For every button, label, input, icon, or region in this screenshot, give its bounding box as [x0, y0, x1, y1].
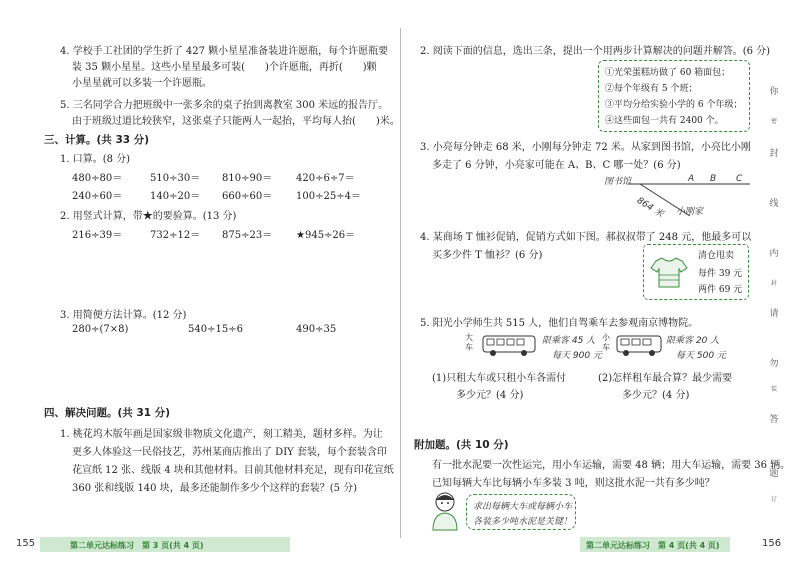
calc-item: 420÷6÷7＝ — [296, 173, 355, 184]
margin-char: 请 — [769, 309, 779, 319]
vertical-item: 732÷12＝ — [150, 230, 201, 241]
simple-item: 280÷(7×8) — [72, 324, 129, 335]
vertical-item: 875÷23＝ — [222, 230, 273, 241]
margin-char: 你 — [769, 87, 779, 97]
promo-box — [643, 244, 749, 300]
extra-title: 附加题。(共 10 分) — [414, 439, 509, 451]
calc2-title: 2. 用竖式计算，带★的要验算。(13 分) — [60, 211, 237, 222]
r-q3-line1: 3. 小亮每分钟走 68 米，小刚每分钟走 72 米。从家到图书馆，小亮比小刚 — [420, 142, 751, 153]
hint-line2: 各装多少吨水泥是关键！ — [473, 517, 573, 527]
info-item: ②每个年级有 5 个班； — [605, 84, 698, 94]
footer-text-left: 第二单元达标练习 第 3 页(共 4 页) — [70, 541, 204, 550]
small-bus-price: 每天 500 元 — [676, 351, 726, 361]
q5-line2: 由于班级过道比较狭窄，这张桌子只能两人一起抬，平均每人抬( )米。 — [72, 116, 400, 127]
margin-char: 线 — [769, 199, 779, 209]
info-item: ④这些面包一共有 2400 个。 — [605, 116, 724, 126]
hint-line1: 求出每辆大车或每辆小车 — [473, 502, 573, 512]
q5-line1: 5. 三名同学合力把班级中一张多余的桌子抬到离教室 300 米远的报告厅。 — [60, 100, 389, 111]
margin-small: 封 — [770, 280, 777, 287]
student-icon — [428, 490, 462, 532]
calc-item: 240÷60＝ — [72, 191, 123, 202]
margin-char: 封 — [769, 149, 779, 159]
big-bus-label: 大车 — [465, 333, 473, 352]
calc3-title: 3. 用简便方法计算。(12 分) — [60, 310, 187, 321]
tshirt-icon — [650, 255, 688, 289]
small-bus-icon — [614, 334, 664, 358]
big-bus-seats: 限乘客 45 人 — [542, 336, 596, 346]
margin-small: 订 — [770, 496, 777, 503]
calc-item: 140÷20＝ — [150, 191, 201, 202]
page-divider — [400, 28, 401, 538]
r-q3-line2: 多走了 6 分钟，小亮家可能在 A、B、C 哪一处？(6 分) — [432, 160, 681, 171]
page-number-right: 156 — [762, 538, 782, 549]
info-box — [598, 60, 750, 132]
hint-bubble — [466, 494, 576, 530]
promo-pair: 两件 69 元 — [698, 285, 743, 295]
small-bus-label: 小车 — [602, 333, 610, 352]
q4-line3: 小星星就可以多装一个许愿瓶。 — [72, 78, 212, 89]
q4-line2: 装 35 颗小星星。这些小星星最多可装( )个许愿瓶，再折( )颗 — [72, 62, 377, 73]
calc-item: 660÷60＝ — [222, 191, 273, 202]
info-item: ①光荣蛋糕坊做了 60 箱面包； — [605, 68, 731, 78]
section3-title: 三、计算。(共 33 分) — [44, 134, 150, 146]
calc-item: 810÷90＝ — [222, 173, 273, 184]
big-bus-price: 每天 900 元 — [552, 351, 602, 361]
footer-text-right: 第二单元达标练习 第 4 页(共 4 页) — [586, 541, 720, 550]
point-c: C — [736, 174, 743, 184]
s4q1-line4: 360 张和线版 140 块，最多还能制作多少个这样的套装？(5 分) — [72, 483, 358, 494]
extra-line1: 有一批水泥要一次性运完，用小车运输，需要 48 辆；用大车运输，需要 36 辆。 — [432, 460, 791, 471]
page-number-left: 155 — [16, 538, 36, 549]
promo-title: 清仓甩卖 — [698, 251, 735, 261]
calc-item: 100÷25÷4＝ — [296, 191, 361, 202]
calc1-title: 1. 口算。(8 分) — [60, 154, 131, 165]
big-bus-icon — [480, 334, 538, 358]
margin-small: 密 — [770, 118, 777, 125]
s4q1-line1: 1. 桃花坞木版年画是国家级非物质文化遗产，刻工精美，题材多样。为让 — [60, 429, 383, 440]
margin-char: 内 — [769, 249, 779, 259]
q4-line1: 4. 学校手工社团的学生折了 427 颗小星星准备装进许愿瓶，每个许愿瓶要 — [60, 46, 389, 57]
library-label: 图书馆 — [604, 177, 632, 187]
vertical-item: 216÷39＝ — [72, 230, 123, 241]
margin-small: 装 — [770, 386, 777, 393]
promo-single: 每件 39 元 — [698, 269, 743, 279]
vertical-item: ★945÷26＝ — [296, 230, 356, 241]
small-bus-seats: 限乘客 20 人 — [666, 336, 720, 346]
q5-sub1-line2: 多少元？(4 分) — [456, 390, 524, 401]
margin-char: 题 — [769, 469, 779, 479]
q5-sub1-line1: (1)只租大车或只租小车各需付 — [432, 373, 567, 384]
simple-item: 540÷15÷6 — [188, 324, 243, 335]
q5-sub2-line1: (2)怎样租车最合算？最少需要 — [598, 373, 733, 384]
r-q4-line1: 4. 某商场 T 恤衫促销，促销方式如下图。郝叔叔带了 248 元，他最多可以 — [420, 232, 752, 243]
r-q4-line2: 买多少件 T 恤衫？(6 分) — [432, 250, 543, 261]
section4-title: 四、解决问题。(共 31 分) — [44, 407, 171, 419]
r-q2-text: 2. 阅读下面的信息，选出三条，提出一个用两步计算解决的问题并解答。(6 分) — [420, 46, 771, 57]
margin-char: 勿 — [769, 359, 779, 369]
distance-label: 864 米 — [634, 195, 665, 220]
margin-char: 答 — [769, 415, 779, 425]
simple-item: 490÷35 — [296, 324, 337, 335]
point-a: A — [688, 174, 695, 184]
home-label: 小刚家 — [676, 207, 704, 217]
r-q5-text: 5. 阳光小学师生共 515 人，他们自驾乘车去参观南京博物院。 — [420, 318, 699, 329]
point-b: B — [710, 174, 717, 184]
extra-line2: 已知每辆大车比每辆小车多装 3 吨，则这批水泥一共有多少吨？ — [432, 478, 715, 489]
info-item: ③平均分给实验小学的 6 个年级； — [605, 100, 743, 110]
q5-sub2-line2: 多少元？(4 分) — [622, 390, 690, 401]
s4q1-line3: 花宣纸 12 张、线版 4 块和其他材料。目前其他材料充足，现有印花宣纸 — [72, 465, 394, 476]
s4q1-line2: 更多人体验这一民俗技艺，苏州某商店推出了 DIY 套装，每个套装含印 — [72, 447, 387, 458]
calc-item: 510÷30＝ — [150, 173, 201, 184]
calc-item: 480÷80＝ — [72, 173, 123, 184]
